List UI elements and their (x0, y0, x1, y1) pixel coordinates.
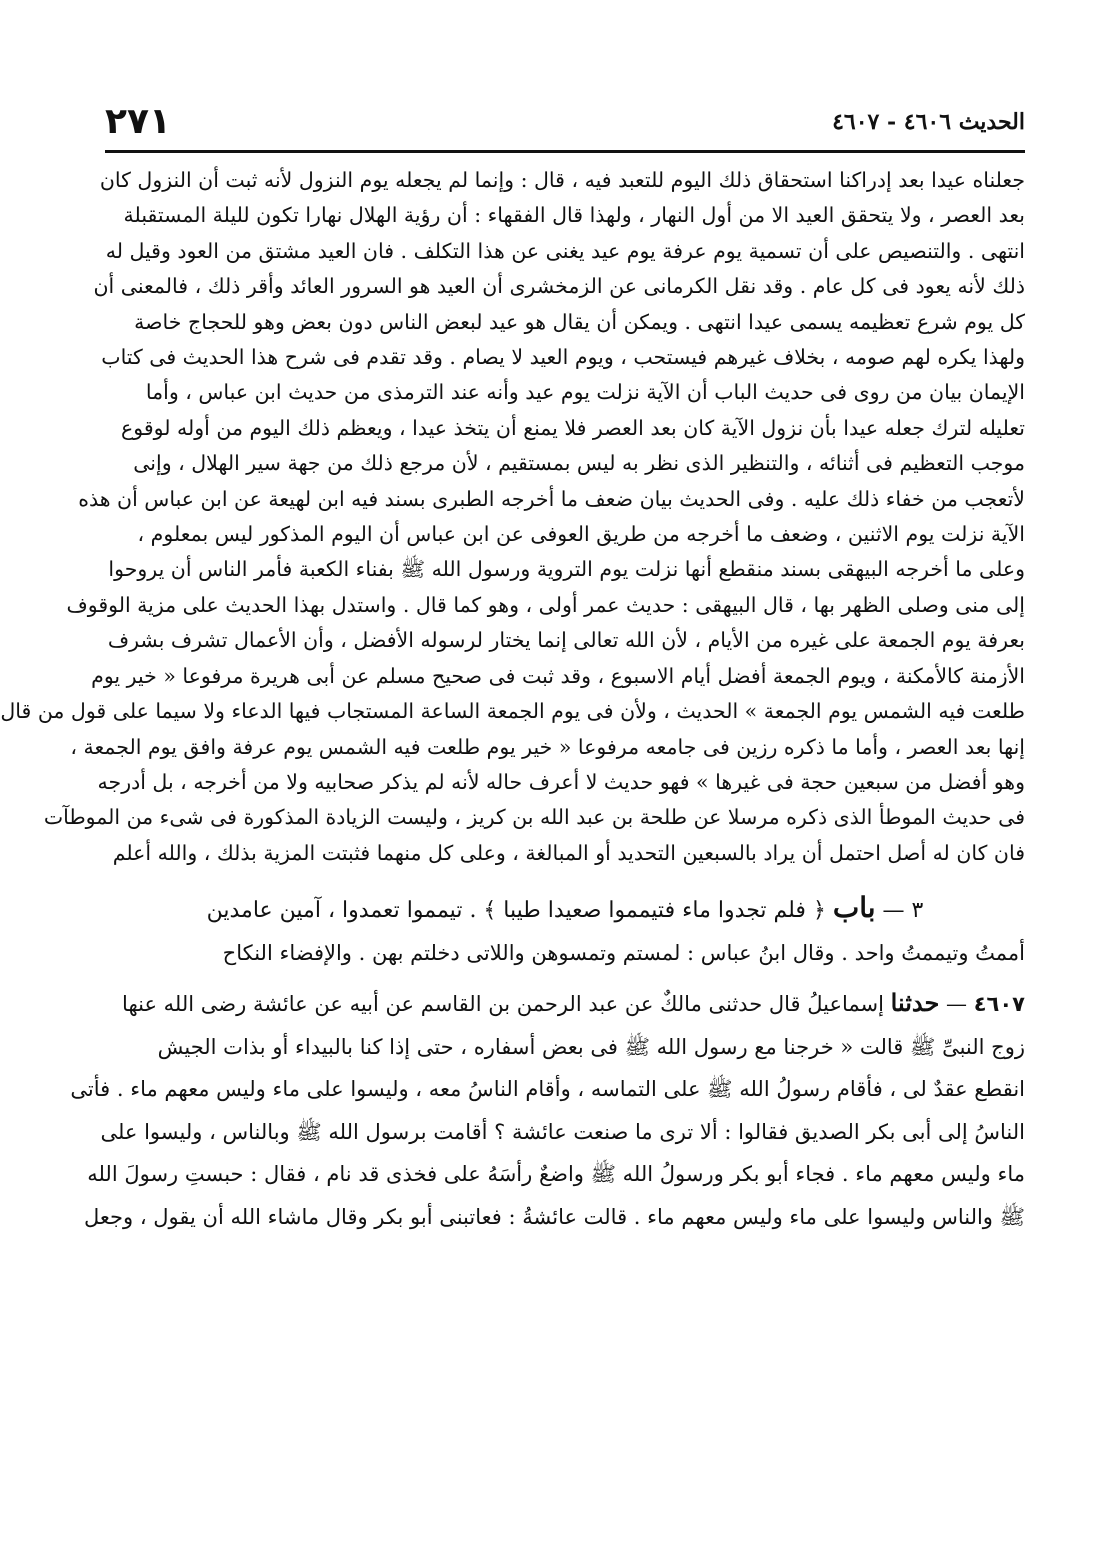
commentary-text (0, 163, 1025, 871)
commentary-line: طلعت فيه الشمس يوم الجمعة » الحديث ، ولأن فى يوم الجمعة الساعة المستجاب فيها الدعاء ولا سيما على قول من قال (0, 699, 1025, 724)
commentary-line: كل يوم شرع تعظيمه يسمى عيدا انتهى . ويمكن أن يقال هو عيد لبعض الناس دون بعض وهو للحجاج خاصة (134, 309, 1025, 334)
page-header (105, 100, 1025, 144)
page-number: ٢٧١ (105, 101, 171, 142)
commentary-line: إلى منى وصلى الظهر بها ، قال البيهقى : حديث عمر أولى ، وهو كما قال . واستدل بهذا الحديث على مزية الوقوف (66, 592, 1025, 617)
commentary-line: إنها بعد العصر ، وأما ما ذكره رزين فى جامعه مرفوعا « خير يوم طلعت فيه الشمس يوم عرفة وافق يوم الجمعة ، (70, 734, 1025, 759)
commentary-line: فى حديث الموطأ الذى ذكره مرسلا عن طلحة بن عبد الله بن كريز ، وليست الزيادة المذكورة فى شىء من الموطآت (43, 805, 1025, 830)
hadith-line: إسماعيلُ قال حدثنى مالكٌ عن عبد الرحمن بن القاسم عن أبيه عن عائشة رضى الله عنها (122, 992, 884, 1017)
hadith-line: ماء وليس معهم ماء . فجاء أبو بكر ورسولُ الله ﷺ واضعٌ رأسَهُ على فخذى قد نام ، فقال : حبستِ رسولَ الله (87, 1162, 1025, 1187)
hadith-line: انقطع عقدٌ لى ، فأقام رسولُ الله ﷺ على التماسه ، وأقام الناسُ معه ، وليسوا على ماء وليس معهم ماء . فأتى (70, 1077, 1025, 1102)
commentary-line: بعرفة يوم الجمعة على غيره من الأيام ، لأن الله تعالى إنما يختار لرسوله الأفضل ، وأن الأعمال تشرف بشرف (107, 628, 1025, 653)
book-page (0, 100, 1025, 1238)
commentary-line: وهو أفضل من سبعين حجة فى غيرها » فهو حديث لا أعرف حاله لأنه لم يذكر صحابيه ولا من أخرجه ، بل أدرجه (97, 769, 1025, 794)
narration-keyword: حدثنا (890, 988, 940, 1018)
hadith-line: ﷺ والناس وليسوا على ماء وليس معهم ماء . قالت عائشةُ : فعاتبنى أبو بكر وقال ماشاء الله أن يقول ، وجعل (84, 1204, 1025, 1229)
commentary-line: الإيمان بيان من روى فى حديث الباب أن الآية نزلت يوم عيد وأنه عند الترمذى من حديث ابن عباس ، وأما (145, 380, 1025, 405)
commentary-line: بعد العصر ، ولا يتحقق العيد الا من أول النهار ، ولهذا قال الفقهاء : أن رؤية الهلال نهارا تكون لليلة المستقبلة (123, 203, 1025, 228)
hadith-first-line (105, 982, 1025, 1026)
hadith-line: زوج النبىِّ ﷺ قالت « خرجنا مع رسول الله ﷺ فى بعض أسفاره ، حتى إذا كنا بالبيداء أو بذات الجيش (157, 1034, 1025, 1059)
commentary-line: جعلناه عيدا بعد إدراكنا استحقاق ذلك اليوم للتعبد فيه ، قال : وإنما لم يجعله يوم النزول لأنه ثبت أن النزول كان (99, 168, 1025, 192)
commentary-line: الآية نزلت يوم الاثنين ، وضعف ما أخرجه من طريق العوفى عن ابن عباس أن اليوم المذكور ليس بمعلوم ، (137, 522, 1025, 547)
hadith-number: ٤٦٠٧ (973, 992, 1025, 1017)
commentary-line: وعلى ما أخرجه البيهقى بسند منقطع أنها نزلت يوم التروية ورسول الله ﷺ بفناء الكعبة فأمر الناس أن يروحوا (108, 557, 1025, 582)
chapter-number: ٣ — (882, 898, 924, 924)
commentary-line: ولهذا يكره لهم صومه ، بخلاف غيرهم فيستحب ، ويوم العيد لا يصام . وقد تقدم فى شرح هذا الحديث فى كتاب (101, 345, 1025, 370)
header-rule (105, 150, 1025, 153)
commentary-line: لأتعجب من خفاء ذلك عليه . وفى الحديث بيان ضعف ما أخرجه الطبرى بسند فيه ابن لهيعة عن ابن عباس أن هذه (78, 486, 1025, 511)
chapter-heading (105, 887, 1025, 932)
chapter-label: باب (832, 891, 876, 925)
commentary-line: ذلك لأنه يعود فى كل عام . وقد نقل الكرمانى عن الزمخشرى أن العيد هو السرور العائد وأقر ذلك ، فالمعنى أن (93, 274, 1025, 299)
commentary-line: موجب التعظيم فى أثنائه ، والتنظير الذى نظر به ليس بمستقيم ، لأن مرجع ذلك من جهة سير الهلال ، وإنى (133, 451, 1025, 476)
commentary-line: انتهى . والتنصيص على أن تسمية يوم عرفة يوم عيد يغنى عن هذا التكلف . فان العيد مشتق من العود وقيل له (105, 238, 1025, 263)
running-title: الحديث ٤٦٠٦ - ٤٦٠٧ (832, 109, 1025, 135)
hadith-line: الناسُ إلى أبى بكر الصديق فقالوا : ألا ترى ما صنعت عائشة ؟ أقامت برسول الله ﷺ وبالناس ، وليسوا على (100, 1119, 1025, 1144)
commentary-line: تعليله لترك جعله عيدا بأن نزول الآية كان بعد العصر فلا يمنع أن يتخذ عيدا ، ويعظم ذلك اليوم من أوله لوقوع (121, 415, 1025, 440)
chapter-title: ﴿ فلم تجدوا ماء فتيمموا صعيدا طيبا ﴾ . تيمموا تعمدوا ، آمين عامدين (206, 898, 826, 924)
hadith-text (70, 982, 1025, 1238)
dash: — (939, 992, 968, 1017)
chapter-note: أممتُ وتيممتُ واحد . وقال ابنُ عباس : لمستم وتمسوهن واللاتى دخلتم بهن . والإفضاء النكاح (222, 941, 1025, 966)
commentary-line: فان كان له أصل احتمل أن يراد بالسبعين التحديد أو المبالغة ، وعلى كل منهما فثبتت المزية بذلك ، والله أعلم (112, 840, 1025, 865)
commentary-line: الأزمنة كالأمكنة ، ويوم الجمعة أفضل أيام الاسبوع ، وقد ثبت فى صحيح مسلم عن أبى هريرة مرفوعا « خير يوم (91, 663, 1025, 688)
